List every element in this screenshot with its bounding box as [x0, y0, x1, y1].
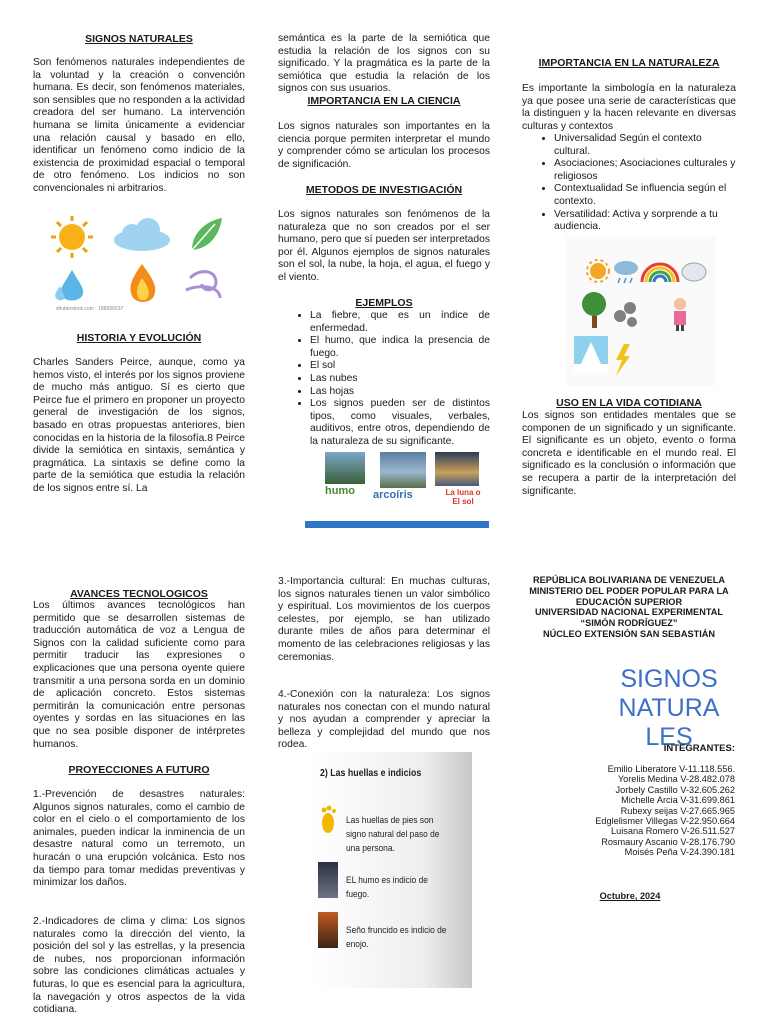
ciencia-text: Los signos naturales son importantes en la ciencia porque permiten interpretar el mundo y comprender cómo se articulan los procesos de significación.	[278, 121, 490, 170]
integrantes-list	[560, 764, 735, 858]
arcoiris-photo	[380, 452, 426, 488]
nature-icons-image	[50, 212, 230, 312]
proyeccion-2: 2.-Indicadores de clima y clima: Los signos naturales como la dirección del viento, la posición del sol y las estrellas, y la presencia de nubes, nos proporcionan información sobre las condiciones climáticas actuales y futuras, lo que es esencial para la agricultura, la navegación y otros aspectos de la vida cotidiana.	[33, 916, 245, 1016]
cover-title	[600, 665, 738, 752]
institution-line: NÚCLEO EXTENSIÓN SAN SEBASTIÁN	[542, 628, 716, 639]
luna-sol-photo	[435, 452, 479, 486]
angry-face-photo	[318, 912, 338, 948]
panel-row-enojo: Seño fruncido es indicio de enojo.	[346, 925, 447, 950]
ejemplos-photo-strip	[305, 448, 489, 528]
fire-icon	[130, 264, 155, 302]
institution-line: UNIVERSIDAD NACIONAL EXPERIMENTAL	[534, 607, 723, 618]
member-item: Luisana Romero V-26.511.527	[611, 826, 735, 837]
integrantes-heading: INTEGRANTES:	[663, 743, 735, 754]
rain-cloud-icon	[614, 261, 638, 283]
institution-line: “SIMÓN RODRÍGUEZ”	[580, 618, 678, 629]
fecha: Octubre, 2024	[599, 891, 661, 901]
footprint-icon	[318, 804, 338, 834]
vida-cotidiana-heading: USO EN LA VIDA COTIDIANA	[556, 397, 702, 409]
humo-photo	[325, 452, 365, 484]
member-item: Moisés Peña V-24.390.181	[624, 847, 735, 858]
luna-sol-label: La luna o El sol	[445, 488, 481, 506]
signos-naturales-heading: SIGNOS NATURALES	[85, 33, 193, 45]
ejemplos-heading: EJEMPLOS	[355, 297, 413, 309]
cloud-icon	[114, 218, 170, 251]
sun-icon	[587, 260, 609, 282]
institution-line: MINISTERIO DEL PODER POPULAR PARA LA	[529, 585, 729, 596]
member-item: Edglelismer Villegas V-22.950.664	[595, 816, 735, 827]
list-item: • Las hojas	[310, 386, 490, 399]
list-item: • El sol	[310, 360, 490, 373]
list-item: • Contextualidad Se influencia según el contexto.	[554, 183, 736, 208]
metodos-text: Los signos naturales son fenómenos de la naturaleza que no son creados por el ser humano, pero que sí pueden ser interpretados por él. Algunos ejemplos de signos naturales son el sol, la nube, la hoja, el agua, el fuego y el viento.	[278, 209, 490, 283]
smoke-photo	[318, 862, 338, 898]
arcoiris-label: arcoíris	[373, 489, 413, 501]
naturaleza-list	[522, 133, 736, 234]
rainbow-icon	[642, 264, 678, 282]
member-item: Yorelis Medina V-28.482.078	[617, 774, 735, 785]
vida-cotidiana-text: Los signos son entidades mentales que se componen de un significado y un significante. El significante es un objeto, evento o forma concreta e identificable en el mundo real. El significado es la conclusión o información que se recupera a partir de la interpretación del significante.	[522, 410, 736, 497]
metodos-heading: METODOS DE INVESTIGACIÓN	[305, 184, 463, 196]
panel-title: 2) Las huellas e indicios	[320, 768, 422, 779]
huellas-indicios-panel	[312, 752, 472, 988]
historia-heading: HISTORIA Y EVOLUCIÓN	[76, 332, 202, 344]
semantica-continuation: semántica es la parte de la semiótica que estudia la relación de los signos con su significado. Y la pragmática es la parte de la semiótica que estudia la relación de los signos con sus usuarios.	[278, 33, 490, 95]
avances-text: Los últimos avances tecnológicos han permitido que se desarrollen sistemas de traducción automática de voz a Lengua de Signos con la calidad suficiente como para permitir traducir las expresiones o explicaciones que una persona oyente quiere transmitir a una persona sorda en un dominio de aplicación concreto. Estos sistemas permitirán la comunicación entre personas oyentes y sordas en las situaciones en las que no sea posible disponer de intérpretes humanos.	[33, 600, 245, 750]
sun-icon	[51, 216, 93, 258]
tree-icon	[582, 292, 606, 328]
moon-icon	[648, 300, 662, 328]
snow-scene-icon	[574, 336, 608, 372]
list-item: • Versatilidad: Activa y sorprende a tu audiencia.	[554, 209, 736, 234]
nature-symbols-image	[566, 236, 716, 386]
member-item: Jorbely Castillo V-32.605.262	[615, 784, 735, 795]
panel-row-humo: EL humo es indicio de fuego.	[346, 875, 428, 900]
avances-heading: AVANCES TECNOLOGICOS	[70, 588, 208, 600]
ciencia-heading: IMPORTANCIA EN LA CIENCIA	[307, 95, 461, 107]
water-drop-icon	[55, 270, 83, 301]
member-item: Rosmaury Ascanio V-28.176.790	[601, 836, 735, 847]
image-credit: shutterstock.com · 186656537	[56, 306, 124, 312]
conexion-naturaleza: 4.-Conexión con la naturaleza: Los signos naturales nos conectan con el mundo natural y nos ayudan a comprender y apreciar la belleza y complejidad del mundo que nos rodea.	[278, 689, 490, 751]
naturaleza-text: Es importante la simbología en la naturaleza ya que posee una serie de características que la distinguen y la hacen relevante en diversas culturas y contextos	[522, 83, 736, 132]
wind-icon	[186, 272, 220, 298]
cloud-icon	[682, 263, 706, 281]
list-item: • El humo, que indica la presencia de fuego.	[310, 335, 490, 360]
institution-line: REPÚBLICA BOLIVARIANA DE VENEZUELA	[532, 575, 726, 585]
institution-line: EDUCACIÓN SUPERIOR	[575, 596, 683, 607]
cover-title-line: NATURA	[618, 694, 720, 722]
importancia-cultural: 3.-Importancia cultural: En muchas culturas, los signos naturales tienen un valor simbólico y espiritual. Los movimientos de los cuerpos celestes, por ejemplo, se han utilizado durante miles de años para determinar el momento de las celebraciones religiosas y las ceremonias.	[278, 576, 490, 663]
member-item: Emilio Liberatore V-11.118.556.	[607, 764, 735, 774]
rocks-icon	[614, 302, 637, 327]
list-item: • Universalidad Según el contexto cultural.	[554, 133, 736, 158]
member-item: Rubexy seijas V-27.665.965	[620, 805, 735, 816]
cover-title-line: SIGNOS	[620, 665, 718, 693]
naturaleza-heading: IMPORTANCIA EN LA NATURALEZA	[538, 57, 720, 69]
member-item: Michelle Arcia V-31.699.861	[621, 795, 735, 806]
panel-row-huellas: Las huellas de pies son signo natural del paso de una persona.	[346, 815, 440, 854]
cover-title-line: LES	[645, 723, 693, 751]
list-item: • La fiebre, que es un índice de enfermedad.	[310, 310, 490, 335]
historia-text: Charles Sanders Peirce, aunque, como ya hemos visto, el interés por los signos proviene de mucho más antiguo. Sí es cierto que Peirce fue el primero en proponer un proyecto general de investigación de los signos, basado en otras propuestas anteriores, bien conocidas en la historia de la filosofía.8 Peirce divide la semiótica en sintaxis, semántica y pragmática. La sintaxis se define como la parte de la semiótica que estudia la relación de los signos entre sí. La	[33, 357, 245, 494]
list-item: • Asociaciones; Asociaciones culturales y religiosos	[554, 158, 736, 183]
ejemplos-list	[278, 310, 490, 449]
list-item: • Los signos pueden ser de distintos tipos, como visuales, verbales, auditivos, entre otros, dependiendo de la naturaleza de su significante.	[310, 398, 490, 448]
leaf-icon	[192, 218, 222, 250]
list-item: • Las nubes	[310, 373, 490, 386]
signos-naturales-intro: Son fenómenos naturales independientes de la voluntad y la creación o convención humana. Es decir, son fenómenos materiales, son sensibles que no responden a la actividad creadora del ser humano. La intervención humana se limita únicamente a evidenciar una relación causal y basado en ello, identificar un fenómeno como indicio de la existencia de proximidad espacial o temporal de otro fenómeno. Los indicios no son convencionales ni arbitrarios.	[33, 57, 245, 194]
lightning-icon	[616, 344, 630, 376]
institution-header	[522, 575, 736, 640]
proyecciones-heading: PROYECCIONES A FUTURO	[68, 764, 210, 776]
proyeccion-1: 1.-Prevención de desastres naturales: Algunos signos naturales, como el cambio de color en el cielo o el comportamiento de los animales, pueden indicar la inminencia de un desastre natural como un terremoto, un huracán o una erupción volcánica. Esto nos da tiempo para tomar medidas preventivas y minimizar los daños.	[33, 789, 245, 889]
humo-label: humo	[325, 485, 355, 497]
person-icon	[674, 298, 686, 331]
